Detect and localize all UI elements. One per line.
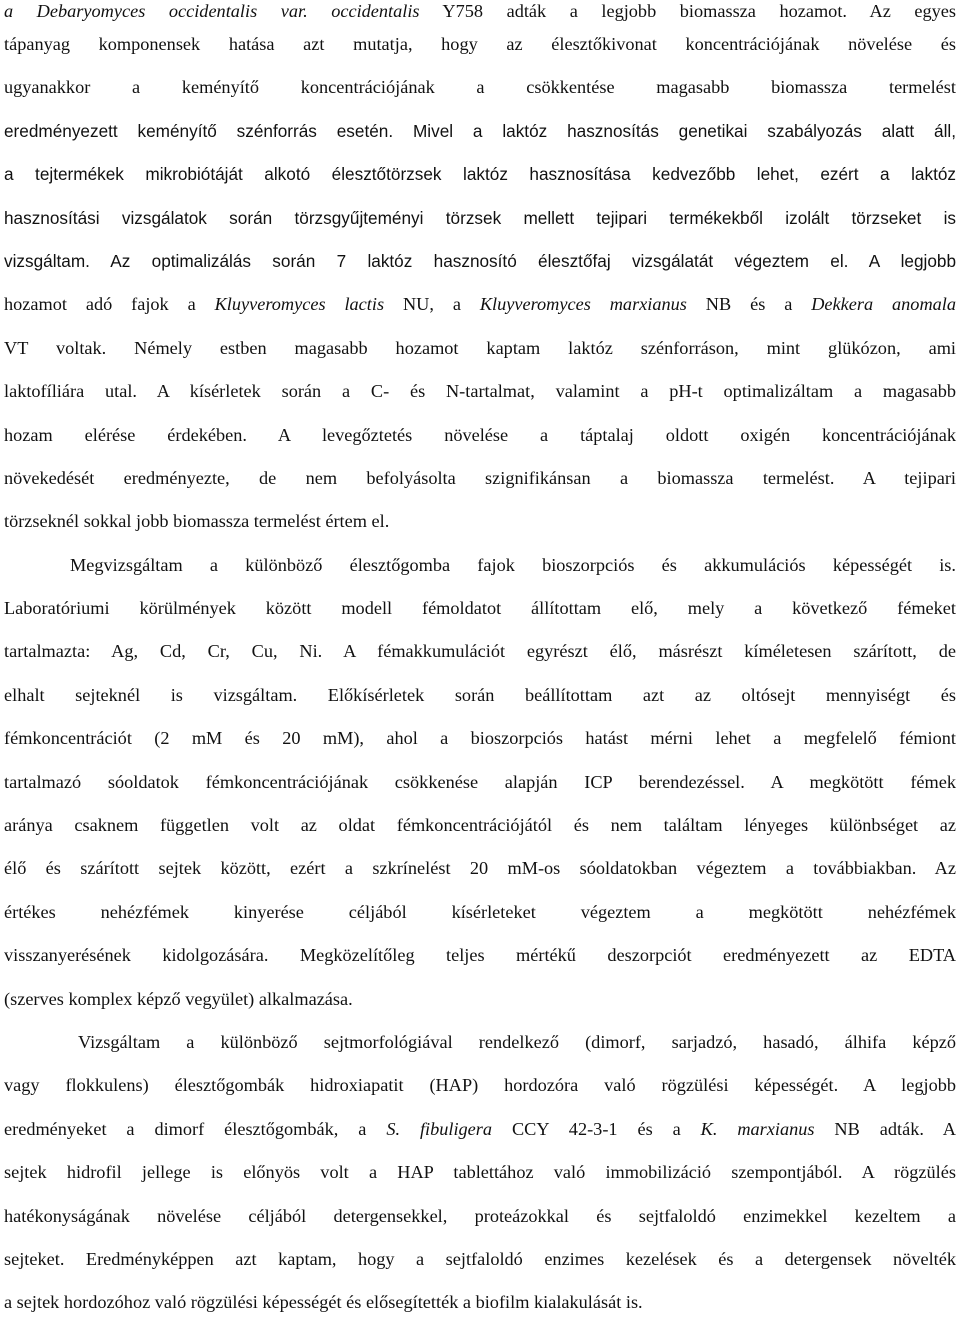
paragraph-3 (4, 1021, 956, 1325)
text-line (4, 66, 956, 109)
text-run: fémkoncentrációt (2 mM és 20 mM), ahol a bioszorpciós hatást mérni lehet a megfelelő fémiont (4, 728, 956, 749)
text-run: eredményeket a dimorf élesztőgombák, a (4, 1118, 387, 1139)
paragraph-1 (4, 0, 956, 544)
text-line (4, 240, 956, 283)
italic-text: S. fibuligera (386, 1118, 493, 1139)
document-page (4, 0, 956, 1325)
text-run: Y758 adták a legjobb biomassza hozamot. Az egyes (419, 1, 956, 21)
text-line (4, 153, 956, 196)
text-run: NU, a (384, 294, 480, 315)
text-line (4, 804, 956, 847)
text-run: tartalmazó sóoldatok fémkoncentrációjának csökkenése alapján ICP berendezéssel. A megkötött fémek (4, 771, 956, 792)
text-line (4, 500, 956, 543)
text-line (4, 1281, 956, 1324)
text-run: törzseknél sokkal jobb biomassza termelést értem el. (4, 511, 390, 532)
italic-text: Dekkera anomala (811, 294, 957, 315)
text-run: a tejtermékek mikrobiótáját alkotó élesztőtörzsek laktóz hasznosítása kedvezőbb lehet, ezért a laktóz (4, 164, 956, 185)
text-line (4, 674, 956, 717)
text-line (4, 761, 956, 804)
text-line (4, 1195, 956, 1238)
text-line (4, 283, 956, 326)
text-line (4, 414, 956, 457)
text-line (4, 717, 956, 760)
text-line (4, 327, 956, 370)
text-run: NB és a (686, 294, 812, 315)
text-line (4, 457, 956, 500)
text-run: hatékonyságának növelése céljából detergensekkel, proteázokkal és sejtfaloldó enzimekkel kezeltem a (4, 1205, 956, 1226)
text-run: (szerves komplex képző vegyület) alkalmazása. (4, 988, 353, 1009)
text-line (4, 1108, 956, 1151)
text-run: CCY 42-3-1 és a (492, 1118, 701, 1139)
text-line (4, 197, 956, 240)
text-run: eredményezett keményítő szénforrás esetén. (4, 120, 394, 141)
text-run: élő és szárított sejtek között, ezért a szkrínelést 20 mM-os sóoldatokban végeztem a továbbiakban. Az (4, 858, 956, 879)
text-line (4, 978, 956, 1021)
text-line (4, 370, 956, 413)
text-run: Megvizsgáltam a különböző élesztőgomba fajok bioszorpciós és akkumulációs képességét is. (70, 554, 956, 575)
text-run: hozamot adó fajok a (4, 294, 215, 315)
italic-text: a Debaryomyces occidentalis var. occidentalis (4, 1, 420, 21)
italic-text: Kluyveromyces lactis (214, 294, 385, 315)
text-run: a sejtek hordozóhoz való rögzülési képességét és elősegítették a biofilm kialakulását is. (4, 1292, 643, 1313)
text-run: Mivel a laktóz hasznosítás genetikai szabályozás alatt áll, (393, 120, 957, 141)
text-run: ugyanakkor a keményítő koncentrációjának a csökkentése magasabb biomassza termelést (4, 77, 956, 98)
paragraph-2 (4, 544, 956, 1021)
text-run: Laboratóriumi körülmények között modell fémoldatot állítottam elő, mely a következő fémeket (4, 598, 956, 619)
text-run: elhalt sejteknél is vizsgáltam. Előkísérletek során beállítottam azt az oltósejt mennyiségt és (4, 684, 956, 705)
text-run: növekedését eredményezte, de nem befolyásolta szignifikánsan a biomassza termelést. A tejipari (4, 467, 956, 488)
text-run: vizsgáltam. Az optimalizálás során 7 laktóz hasznosító élesztőfaj vizsgálatát végeztem el. A legjobb (4, 250, 956, 271)
text-run: tartalmazta: Ag, Cd, Cr, Cu, Ni. A fémakkumulációt egyrészt élő, másrészt kíméletesen szárított, de (4, 641, 956, 662)
text-run: NB adták. A (814, 1118, 957, 1139)
text-run: vagy flokkulens) élesztőgombák hidroxiapatit (HAP) hordozóra való rögzülési képességét. A legjobb (4, 1075, 956, 1096)
italic-text: Kluyveromyces marxianus (479, 294, 687, 315)
text-run: Vizsgáltam a különböző sejtmorfológiával rendelkező (dimorf, sarjadzó, hasadó, álhifa képző (78, 1031, 956, 1052)
text-run: sejteket. Eredményképpen azt kaptam, hogy a sejtfaloldó enzimes kezelések és a detergensek növelték (4, 1248, 956, 1269)
text-line (4, 1021, 956, 1064)
text-line (4, 891, 956, 934)
text-run: tápanyag komponensek hatása azt mutatja, hogy az élesztőkivonat koncentrációjának növelése és (4, 34, 956, 54)
italic-text: K. marxianus (700, 1118, 815, 1139)
text-run: értékes nehézfémek kinyerése céljából kísérleteket végeztem a megkötött nehézfémek (4, 901, 956, 922)
text-run: hozam elérése érdekében. A levegőztetés növelése a táptalaj oldott oxigén koncentrációjának (4, 424, 956, 445)
text-run: laktofíliára utal. A kísérletek során a C- és N-tartalmat, valamint a pH-t optimalizáltam a magasabb (4, 381, 956, 402)
text-line (4, 23, 956, 66)
text-line (4, 110, 956, 153)
text-run: hasznosítási vizsgálatok során törzsgyűjteményi törzsek mellett tejipari termékekből izolált törzseket is (4, 207, 956, 228)
text-run: VT voltak. Némely estben magasabb hozamot kaptam laktóz szénforráson, mint glükózon, ami (4, 337, 956, 358)
text-line (4, 544, 956, 587)
text-line (4, 630, 956, 673)
text-line (4, 934, 956, 977)
text-line (4, 847, 956, 890)
text-run: aránya csaknem független volt az oldat fémkoncentrációjától és nem találtam lényeges különbséget az (4, 815, 956, 836)
text-run: visszanyerésének kidolgozására. Megközelítőleg teljes mértékű deszorpciót eredményezett az EDTA (4, 945, 956, 966)
text-run: sejtek hidrofil jellege is előnyös volt a HAP tablettához való immobilizáció szempontjából. A rögzülés (4, 1162, 956, 1183)
text-line (4, 587, 956, 630)
text-line (4, 0, 956, 23)
text-line (4, 1151, 956, 1194)
text-line (4, 1064, 956, 1107)
text-line (4, 1238, 956, 1281)
